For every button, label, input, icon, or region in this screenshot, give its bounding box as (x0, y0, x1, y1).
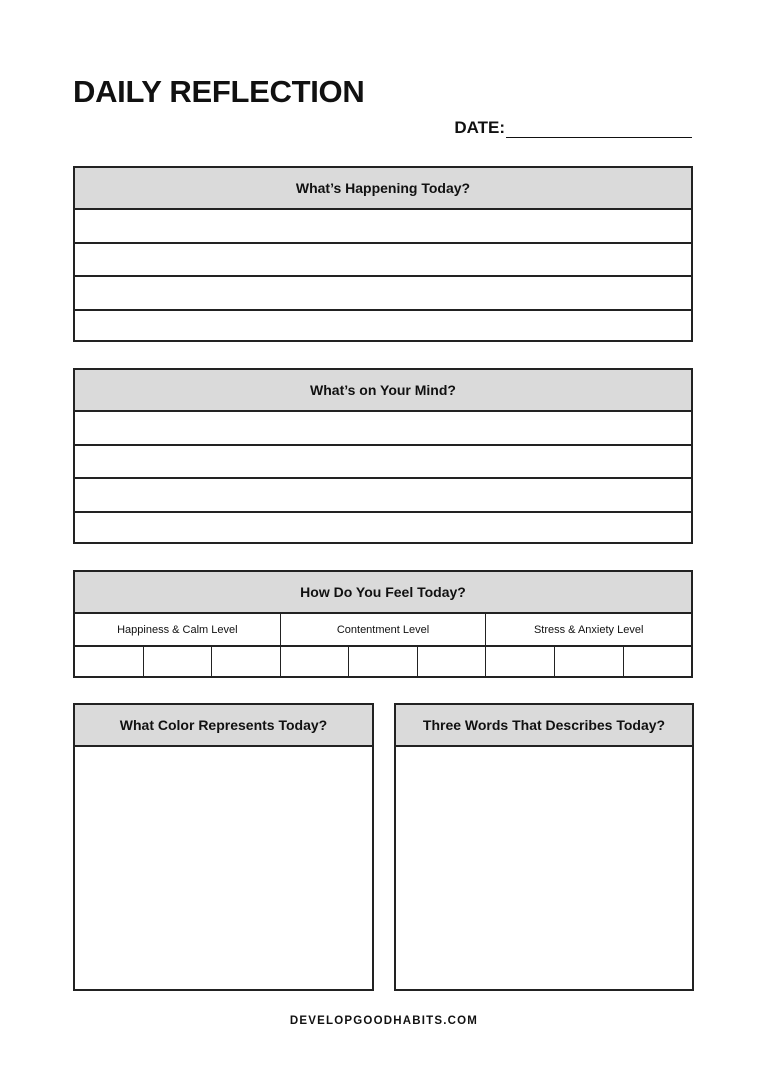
happiness-rating-cell[interactable] (144, 647, 213, 676)
footer-website: DEVELOPGOODHABITS.COM (289, 1015, 479, 1027)
three-words-section (394, 703, 694, 991)
stress-rating-cell[interactable] (555, 647, 624, 676)
writing-line[interactable] (75, 244, 691, 278)
stress-anxiety-level-label: Stress & Anxiety Level (533, 623, 644, 636)
stress-rating-cell[interactable] (486, 647, 555, 676)
feel-today-heading: How Do You Feel Today? (75, 572, 691, 614)
writing-line[interactable] (75, 412, 691, 446)
color-today-writing-area[interactable] (75, 747, 372, 989)
contentment-level-label: Contentment Level (281, 614, 487, 645)
on-your-mind-section (73, 368, 693, 544)
color-today-section (73, 703, 374, 991)
on-your-mind-heading: What’s on Your Mind? (75, 370, 691, 412)
happiness-rating-cell[interactable] (212, 647, 281, 676)
happening-today-section (73, 166, 693, 342)
level-rating-row (75, 647, 691, 676)
date-input-line[interactable] (506, 120, 692, 138)
writing-line[interactable] (75, 513, 691, 547)
date-field (454, 118, 692, 138)
contentment-rating-cell[interactable] (418, 647, 487, 676)
stress-rating-cell[interactable] (624, 647, 692, 676)
date-label: DATE: (454, 118, 505, 137)
happening-today-heading: What’s Happening Today? (75, 168, 691, 210)
three-words-writing-area[interactable] (396, 747, 692, 989)
contentment-rating-cell[interactable] (281, 647, 350, 676)
writing-line[interactable] (75, 446, 691, 480)
color-today-heading: What Color Represents Today? (75, 705, 372, 747)
writing-line[interactable] (75, 311, 691, 345)
three-words-heading: Three Words That Describes Today? (396, 705, 692, 747)
feel-today-section (73, 570, 693, 678)
contentment-rating-cell[interactable] (349, 647, 418, 676)
happiness-calm-level-label: Happiness & Calm Level (75, 614, 281, 645)
page-title: DAILY REFLECTION (73, 74, 365, 109)
writing-line[interactable] (75, 277, 691, 311)
writing-line[interactable] (75, 479, 691, 513)
level-labels-row (75, 614, 691, 647)
writing-line[interactable] (75, 210, 691, 244)
happiness-rating-cell[interactable] (75, 647, 144, 676)
